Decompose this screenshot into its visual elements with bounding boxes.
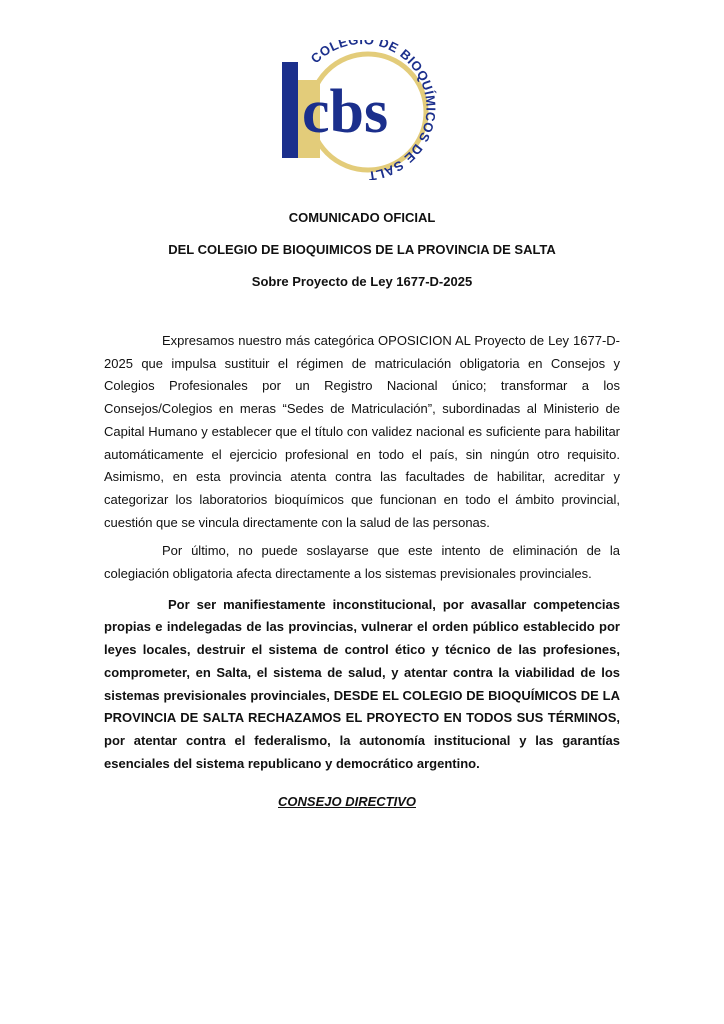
paragraph-3-closing: , por atentar contra el federalismo, la autonomía institucional y las garantías esenciales del sistema republicano y democrático argentino. [104,710,620,771]
signature: CONSEJO DIRECTIVO [278,794,416,809]
heading-title: COMUNICADO OFICIAL [288,210,436,225]
heading-subtitle: DEL COLEGIO DE BIOQUIMICOS DE LA PROVINCIA DE SALTA [168,242,556,257]
paragraph-2: Por último, no puede soslayarse que este intento de eliminación de la colegiación obligatoria afecta directamente a los sistemas previsionales provinciales. [104,543,620,582]
document-body [104,330,620,775]
logo-initials: cbs [302,78,389,146]
heading-subject: Sobre Proyecto de Ley 1677-D-2025 [251,274,473,289]
logo-bar-icon [282,62,298,158]
paragraph-3-rejection: DESDE EL COLEGIO DE BIOQUÍMICOS DE LA PROVINCIA DE SALTA RECHAZAMOS EL PROYECTO EN TODOS SUS TÉRMINOS [104,687,620,726]
logo-ring-text: COLEG DE BIOQUÍMICOS DE SALT [307,40,439,180]
paragraph-1: Expresamos nuestro más categórica OPOSICION AL Proyecto de Ley 1677-D-2025 que impulsa sustituir el régimen de matriculación obligatoria en Consejos y Colegios Profesionales por un Registro Nacional único; transformar a los Consejos/Colegios en meras “Sedes de Matriculación”, subordinadas al Ministerio de Capital Humano y establecer que el título con validez nacional es suficiente para habilitar automáticamente el ejercicio profesional en todo el país, sin ningún otro requisito. Asimismo, en esta provincia atenta contra las facultades de habilitar, acreditar y categorizar los laboratorios bioquímicos que funcionan en todo el ámbito provincial, cuestión que se vincula directamente con la salud de las personas. [104,333,620,530]
paragraph-3 [104,594,620,776]
paragraph-3-intro: Por ser manifiestamente inconstitucional, por avasallar competencias propias e indelegadas de las provincias, vulnerar el orden público establecido por leyes locales, destruir el sistema de control ético y técnico de las profesiones, comprometer, en Salta, el sistema de salud, y atentar contra la viabilidad de los sistemas previsionales provinciales, [104,596,620,703]
college-logo [272,40,442,180]
document-heading [0,210,724,290]
